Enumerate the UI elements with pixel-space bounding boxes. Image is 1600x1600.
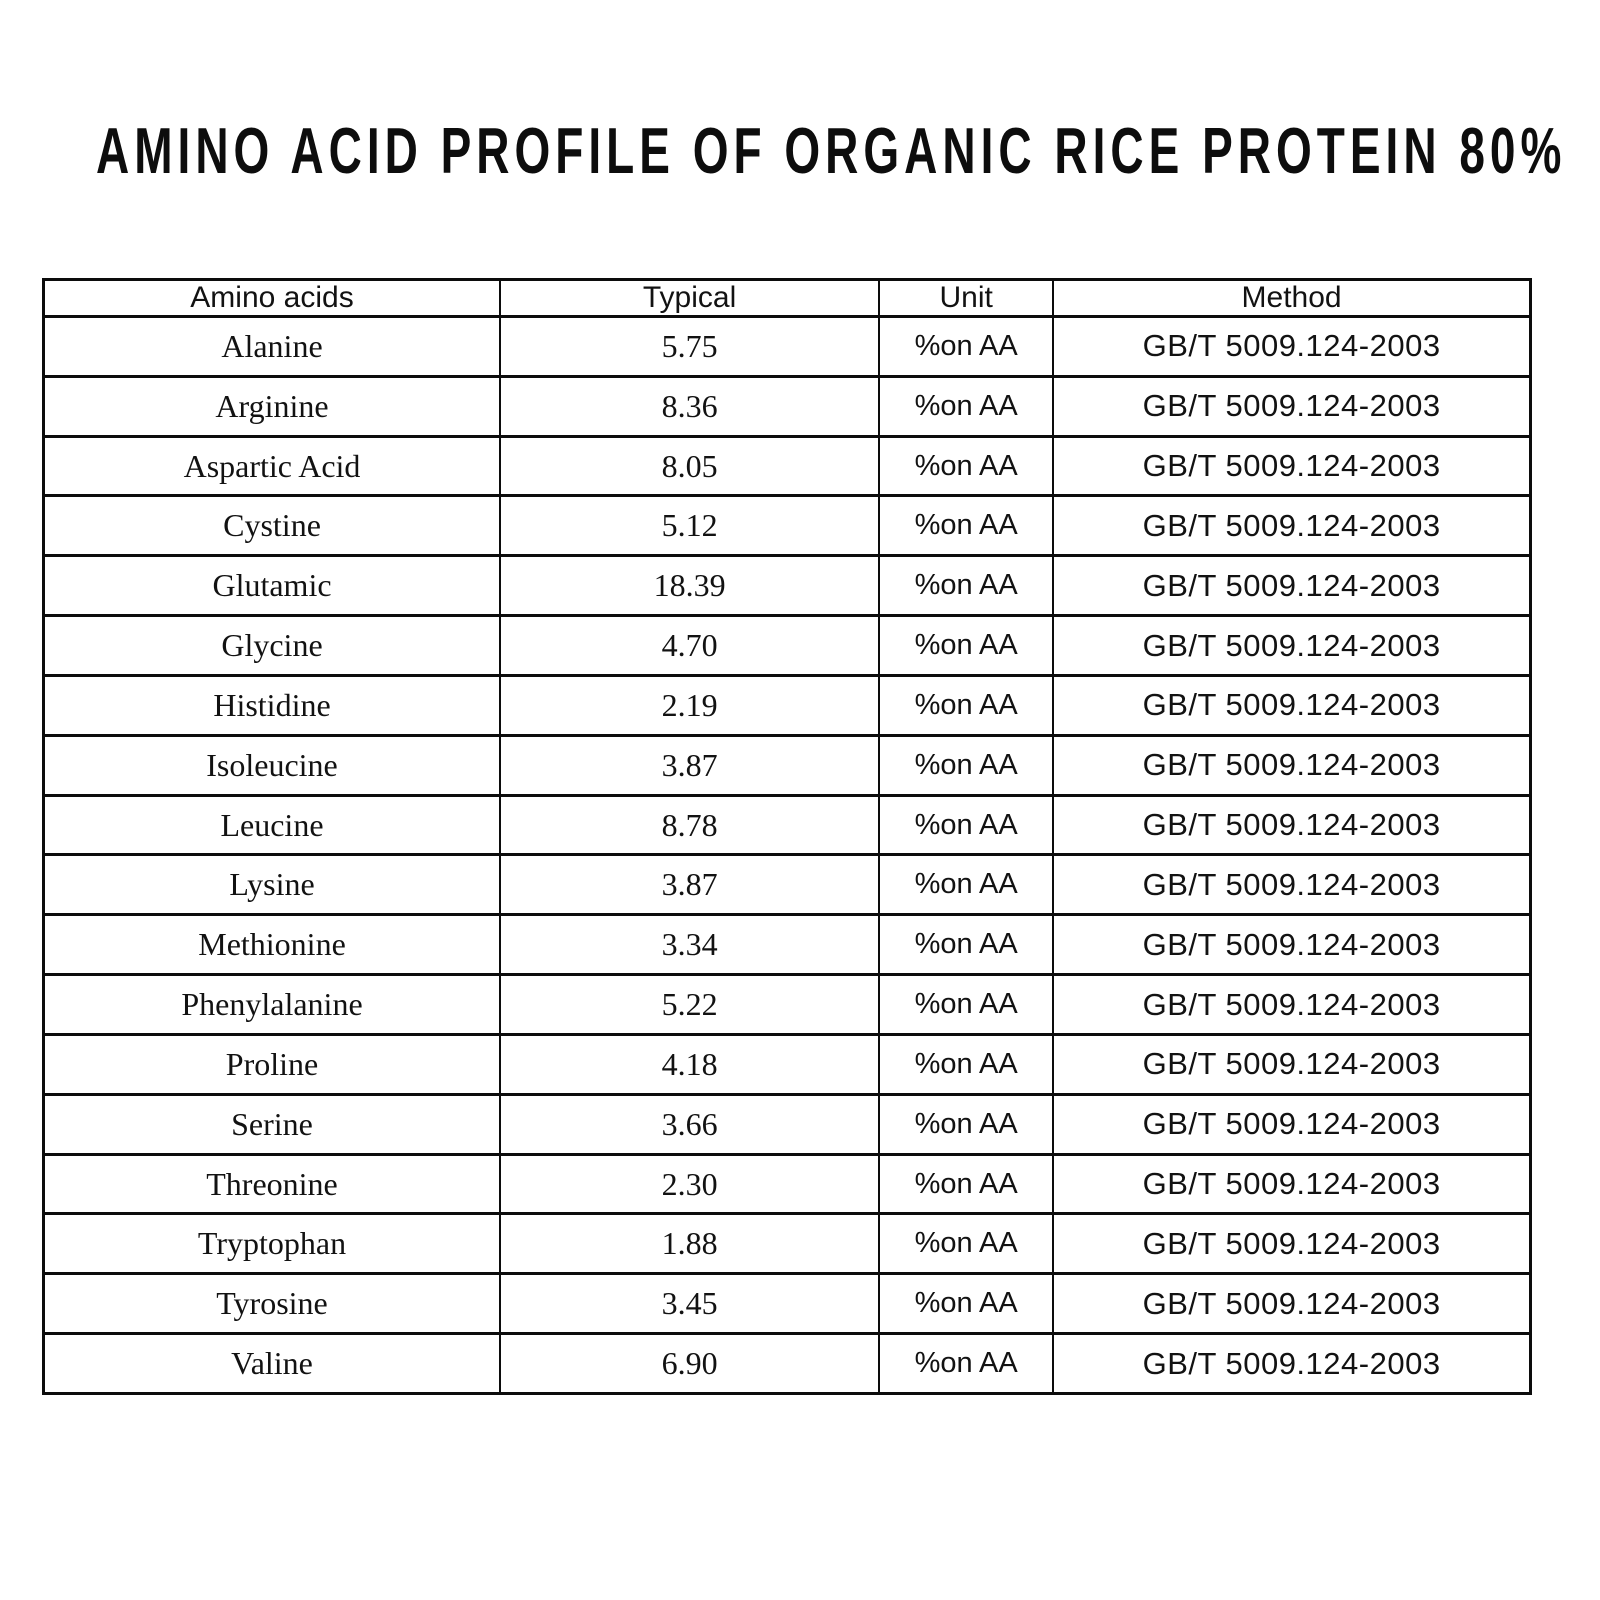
table-row bbox=[44, 1214, 1531, 1274]
cell-method: GB/T 5009.124-2003 bbox=[1053, 915, 1530, 975]
table-row bbox=[44, 1034, 1531, 1094]
cell-typical: 2.19 bbox=[500, 675, 879, 735]
cell-unit: %on AA bbox=[879, 735, 1053, 795]
cell-method: GB/T 5009.124-2003 bbox=[1053, 1334, 1530, 1394]
header-method: Method bbox=[1053, 280, 1530, 317]
cell-typical: 3.34 bbox=[500, 915, 879, 975]
cell-method: GB/T 5009.124-2003 bbox=[1053, 1094, 1530, 1154]
cell-method: GB/T 5009.124-2003 bbox=[1053, 675, 1530, 735]
cell-name: Threonine bbox=[44, 1154, 501, 1214]
cell-typical: 5.75 bbox=[500, 317, 879, 377]
table-row bbox=[44, 735, 1531, 795]
cell-unit: %on AA bbox=[879, 675, 1053, 735]
cell-typical: 5.12 bbox=[500, 496, 879, 556]
cell-typical: 4.70 bbox=[500, 616, 879, 676]
cell-method: GB/T 5009.124-2003 bbox=[1053, 1034, 1530, 1094]
cell-typical: 1.88 bbox=[500, 1214, 879, 1274]
cell-method: GB/T 5009.124-2003 bbox=[1053, 556, 1530, 616]
cell-unit: %on AA bbox=[879, 376, 1053, 436]
cell-name: Lysine bbox=[44, 855, 501, 915]
cell-typical: 8.78 bbox=[500, 795, 879, 855]
cell-method: GB/T 5009.124-2003 bbox=[1053, 1214, 1530, 1274]
table-row bbox=[44, 675, 1531, 735]
cell-method: GB/T 5009.124-2003 bbox=[1053, 317, 1530, 377]
table-header-row bbox=[44, 280, 1531, 317]
table-row bbox=[44, 795, 1531, 855]
cell-unit: %on AA bbox=[879, 1214, 1053, 1274]
cell-method: GB/T 5009.124-2003 bbox=[1053, 616, 1530, 676]
table-row bbox=[44, 436, 1531, 496]
table-row bbox=[44, 1094, 1531, 1154]
cell-unit: %on AA bbox=[879, 855, 1053, 915]
cell-typical: 8.05 bbox=[500, 436, 879, 496]
amino-acid-table bbox=[42, 278, 1532, 1395]
table-row bbox=[44, 376, 1531, 436]
header-amino-acids: Amino acids bbox=[44, 280, 501, 317]
table-row bbox=[44, 556, 1531, 616]
cell-method: GB/T 5009.124-2003 bbox=[1053, 1274, 1530, 1334]
table-row bbox=[44, 1154, 1531, 1214]
cell-name: Tyrosine bbox=[44, 1274, 501, 1334]
cell-method: GB/T 5009.124-2003 bbox=[1053, 855, 1530, 915]
cell-method: GB/T 5009.124-2003 bbox=[1053, 496, 1530, 556]
cell-typical: 3.66 bbox=[500, 1094, 879, 1154]
cell-name: Isoleucine bbox=[44, 735, 501, 795]
cell-unit: %on AA bbox=[879, 317, 1053, 377]
cell-name: Histidine bbox=[44, 675, 501, 735]
cell-method: GB/T 5009.124-2003 bbox=[1053, 376, 1530, 436]
table-row bbox=[44, 496, 1531, 556]
cell-typical: 2.30 bbox=[500, 1154, 879, 1214]
cell-name: Glycine bbox=[44, 616, 501, 676]
cell-name: Cystine bbox=[44, 496, 501, 556]
cell-name: Phenylalanine bbox=[44, 975, 501, 1035]
header-unit: Unit bbox=[879, 280, 1053, 317]
cell-typical: 3.87 bbox=[500, 735, 879, 795]
cell-unit: %on AA bbox=[879, 1094, 1053, 1154]
cell-typical: 5.22 bbox=[500, 975, 879, 1035]
header-typical: Typical bbox=[500, 280, 879, 317]
table-row bbox=[44, 1334, 1531, 1394]
cell-unit: %on AA bbox=[879, 975, 1053, 1035]
cell-typical: 3.87 bbox=[500, 855, 879, 915]
cell-unit: %on AA bbox=[879, 1034, 1053, 1094]
cell-name: Arginine bbox=[44, 376, 501, 436]
cell-unit: %on AA bbox=[879, 436, 1053, 496]
cell-name: Alanine bbox=[44, 317, 501, 377]
cell-typical: 4.18 bbox=[500, 1034, 879, 1094]
cell-unit: %on AA bbox=[879, 795, 1053, 855]
cell-method: GB/T 5009.124-2003 bbox=[1053, 735, 1530, 795]
cell-name: Proline bbox=[44, 1034, 501, 1094]
table-row bbox=[44, 1274, 1531, 1334]
cell-unit: %on AA bbox=[879, 915, 1053, 975]
cell-unit: %on AA bbox=[879, 1334, 1053, 1394]
table-row bbox=[44, 975, 1531, 1035]
amino-acid-table-body bbox=[44, 317, 1531, 1394]
cell-name: Valine bbox=[44, 1334, 501, 1394]
cell-name: Tryptophan bbox=[44, 1214, 501, 1274]
cell-name: Glutamic bbox=[44, 556, 501, 616]
cell-typical: 18.39 bbox=[500, 556, 879, 616]
cell-unit: %on AA bbox=[879, 1154, 1053, 1214]
cell-unit: %on AA bbox=[879, 556, 1053, 616]
cell-method: GB/T 5009.124-2003 bbox=[1053, 1154, 1530, 1214]
cell-typical: 6.90 bbox=[500, 1334, 879, 1394]
cell-name: Serine bbox=[44, 1094, 501, 1154]
table-row bbox=[44, 616, 1531, 676]
cell-name: Methionine bbox=[44, 915, 501, 975]
cell-unit: %on AA bbox=[879, 616, 1053, 676]
cell-method: GB/T 5009.124-2003 bbox=[1053, 975, 1530, 1035]
table-row bbox=[44, 317, 1531, 377]
page-title: AMINO ACID PROFILE OF ORGANIC RICE PROTEIN 80% bbox=[96, 113, 1567, 188]
cell-method: GB/T 5009.124-2003 bbox=[1053, 436, 1530, 496]
cell-typical: 8.36 bbox=[500, 376, 879, 436]
cell-typical: 3.45 bbox=[500, 1274, 879, 1334]
cell-name: Aspartic Acid bbox=[44, 436, 501, 496]
cell-unit: %on AA bbox=[879, 496, 1053, 556]
cell-unit: %on AA bbox=[879, 1274, 1053, 1334]
table-row bbox=[44, 855, 1531, 915]
cell-method: GB/T 5009.124-2003 bbox=[1053, 795, 1530, 855]
table-row bbox=[44, 915, 1531, 975]
cell-name: Leucine bbox=[44, 795, 501, 855]
